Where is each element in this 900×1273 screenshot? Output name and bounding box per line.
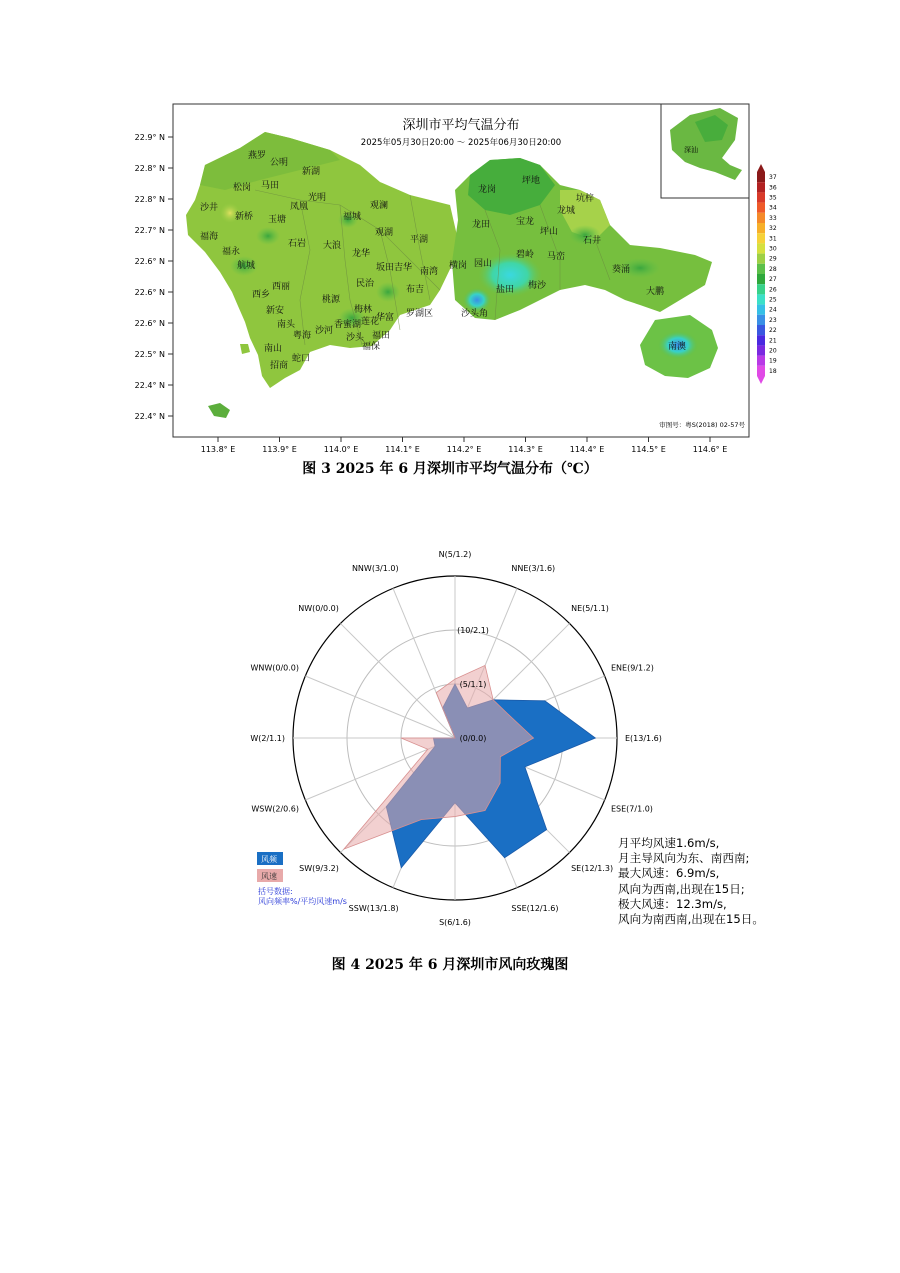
stat-line: 月主导风向为东、南西南; [618,851,750,866]
direction-label: NW(0/0.0) [298,603,339,613]
place-label: 罗湖区 [406,309,434,319]
colorbar-cell [757,233,765,243]
x-tick-label: 114.6° E [692,445,728,454]
place-label: 梅沙 [528,281,547,291]
colorbar-label: 22 [769,327,777,335]
colorbar-label: 32 [769,225,777,233]
stat-line: 月平均风速1.6m/s, [618,836,720,850]
place-label: 沙河 [315,326,334,336]
place-label: 玉塘 [268,215,287,225]
direction-label: NNW(3/1.0) [351,564,399,574]
place-label: 吉华 [394,263,413,273]
approval-number: 审图号：粤S(2018) 02-57号 [659,421,745,429]
colorbar-cell [757,182,765,192]
place-label: 横岗 [449,261,468,271]
place-label: 大浪 [323,241,342,251]
place-label: 坂田 [376,263,395,273]
colorbar-cell [757,315,765,325]
x-tick-label: 114.3° E [508,445,543,454]
y-tick-label: 22.9° N [134,133,165,142]
place-label: 观湖 [375,228,394,238]
x-tick-label: 113.9° E [262,445,297,454]
direction-label: ESE(7/1.0) [610,804,653,814]
colorbar-label: 21 [769,337,777,345]
colorbar-cell [757,366,765,376]
direction-label: WSW(2/0.6) [251,804,300,814]
colorbar-cell [757,284,765,294]
place-label: 燕罗 [248,151,267,161]
place-label: 福保 [362,342,381,352]
colorbar-label: 28 [769,265,777,273]
x-tick-label: 114.0° E [323,445,359,454]
place-label: 观澜 [370,201,389,211]
place-label: 马田 [261,181,280,191]
temperature-colorbar [757,164,777,384]
place-label: 福海 [200,232,219,242]
place-label: 碧岭 [516,250,535,260]
legend-note-2: 风向频率%/平均风速m/s [258,897,347,906]
direction-label: NE(5/1.1) [571,603,609,613]
colorbar-label: 24 [769,306,777,314]
stat-line: 风向为南西南,出现在15日。 [618,912,764,927]
place-label: 光明 [308,193,327,203]
place-label: 粤海 [293,331,312,341]
place-label: 南头 [277,320,296,330]
colorbar-cell [757,223,765,233]
place-label: 坑梓 [576,194,595,204]
place-label: 蛇口 [292,354,311,364]
place-label: 民治 [356,279,375,289]
direction-label: W(2/1.1) [250,734,285,743]
y-tick-label: 22.8° N [134,164,165,173]
place-label: 园山 [474,259,493,269]
y-tick-label: 22.7° N [134,226,165,235]
colorbar-label: 23 [769,316,777,324]
place-label: 新湖 [302,167,321,177]
place-label: 坪地 [522,176,541,186]
y-tick-label: 22.8° N [134,195,165,204]
map-subtitle: 2025年05月30日20:00 ～ 2025年06月30日20:00 [360,138,562,148]
y-tick-label: 22.6° N [134,257,165,266]
colorbar-label: 31 [769,235,777,243]
rose-spoke [340,623,455,738]
x-tick-label: 114.2° E [446,445,482,454]
direction-label: S(6/1.6) [439,918,471,927]
colorbar-label: 36 [769,184,777,192]
place-label: 南湾 [420,267,439,277]
colorbar-cell [757,213,765,223]
colorbar-label: 18 [769,367,777,375]
colorbar-label: 33 [769,214,777,222]
legend-note-1: 括号数据: [258,887,293,896]
place-label: 龙岗 [478,185,497,195]
direction-label: N(5/1.2) [438,550,472,559]
direction-label: ENE(9/1.2) [610,663,654,673]
colorbar-bottom-arrow [757,376,765,384]
colorbar-label: 37 [769,174,777,182]
place-label: 宝龙 [516,217,535,227]
colorbar-cell [757,203,765,213]
place-label: 福永 [222,247,241,257]
colorbar-cell [757,294,765,304]
y-tick-label: 22.6° N [134,288,165,297]
place-label: 龙田 [472,220,491,230]
place-label: 龙城 [557,206,576,216]
place-label: 西丽 [272,282,291,292]
colorbar-label: 25 [769,296,777,304]
place-label: 大鹏 [646,287,665,297]
stat-line: 风向为西南,出现在15日; [618,881,745,896]
colorbar-label: 20 [769,347,777,355]
place-label: 平湖 [410,235,429,245]
place-label: 福城 [343,212,362,222]
place-label: 沙井 [200,203,219,213]
colorbar-label: 19 [769,357,777,365]
place-label: 梅林 [354,305,373,315]
x-tick-label: 114.5° E [631,445,666,454]
map-title: 深圳市平均气温分布 [402,118,520,133]
colorbar-cell [757,305,765,315]
rose-spoke [305,676,455,738]
inset-label: 深汕 [684,146,698,154]
colorbar-label: 34 [769,204,777,212]
figure3-caption: 图 3 2025 年 6 月深圳市平均气温分布（℃） [302,461,598,477]
colorbar-cell [757,356,765,366]
wind-statistics [618,836,764,927]
y-tick-label: 22.4° N [134,412,165,421]
place-label: 南山 [264,344,283,354]
colorbar-cell [757,264,765,274]
direction-label: SSW(13/1.8) [348,903,399,913]
y-tick-label: 22.4° N [134,381,165,390]
place-label: 布吉 [406,285,425,295]
direction-label: WNW(0/0.0) [250,663,300,673]
place-label: 石井 [583,236,602,246]
place-label: 南澳 [668,342,687,352]
x-tick-label: 113.8° E [200,445,236,454]
map-x-axis [201,437,728,454]
ring-label: (5/1.1) [459,680,487,689]
wind-rose-legend [257,852,347,906]
colorbar-cell [757,335,765,345]
y-tick-label: 22.6° N [134,319,165,328]
place-label: 招商 [270,361,289,371]
stat-line: 极大风速：12.3m/s, [618,896,727,911]
place-label: 坪山 [540,227,559,237]
place-label: 凤凰 [290,202,309,212]
colorbar-cell [757,254,765,264]
colorbar-label: 27 [769,276,777,284]
place-label: 盐田 [496,285,515,295]
y-tick-label: 22.5° N [134,350,165,359]
place-label: 福田 [372,331,391,341]
colorbar-cell [757,345,765,355]
ring-label: (10/2.1) [457,626,489,635]
place-label: 西乡 [252,290,271,300]
place-label: 新安 [266,306,285,316]
place-label: 葵涌 [612,265,631,275]
colorbar-cell [757,192,765,202]
colorbar-cell [757,325,765,335]
place-label: 公明 [270,158,289,168]
colorbar-top-arrow [757,164,765,172]
place-label: 沙头 [346,333,365,343]
place-label: 马峦 [547,252,566,262]
direction-label: E(13/1.6) [625,734,662,743]
x-tick-label: 114.1° E [385,445,420,454]
map-y-axis [135,133,173,421]
place-label: 香蜜湖 [334,320,362,330]
colorbar-cell [757,274,765,284]
x-tick-label: 114.4° E [569,445,605,454]
temperature-map [0,0,900,460]
direction-label: SE(12/1.3) [571,864,614,874]
colorbar-cell [757,243,765,253]
colorbar-label: 35 [769,194,777,202]
colorbar-cell [757,172,765,182]
place-label: 莲花 [361,317,380,327]
ring-label: (0/0.0) [459,734,487,743]
place-label: 龙华 [352,249,371,259]
stat-line: 最大风速：6.9m/s, [618,866,720,881]
figure4-caption: 图 4 2025 年 6 月深圳市风向玫瑰图 [331,957,569,973]
place-label: 桃源 [322,295,341,305]
direction-label: SSE(12/1.6) [511,903,559,913]
direction-label: NNE(3/1.6) [511,564,556,574]
colorbar-label: 29 [769,255,777,263]
legend-freq-label: 风频 [261,855,277,864]
legend-speed-label: 风速 [261,872,277,881]
direction-label: SW(9/3.2) [299,864,339,874]
place-label: 华富 [376,313,395,323]
wind-rose [0,530,900,970]
place-label: 沙头角 [461,309,489,319]
colorbar-label: 26 [769,286,777,294]
place-label: 航城 [237,261,256,271]
place-label: 松岗 [233,183,252,193]
colorbar-label: 30 [769,245,777,253]
place-label: 石岩 [288,239,307,249]
place-label: 新桥 [235,212,254,222]
